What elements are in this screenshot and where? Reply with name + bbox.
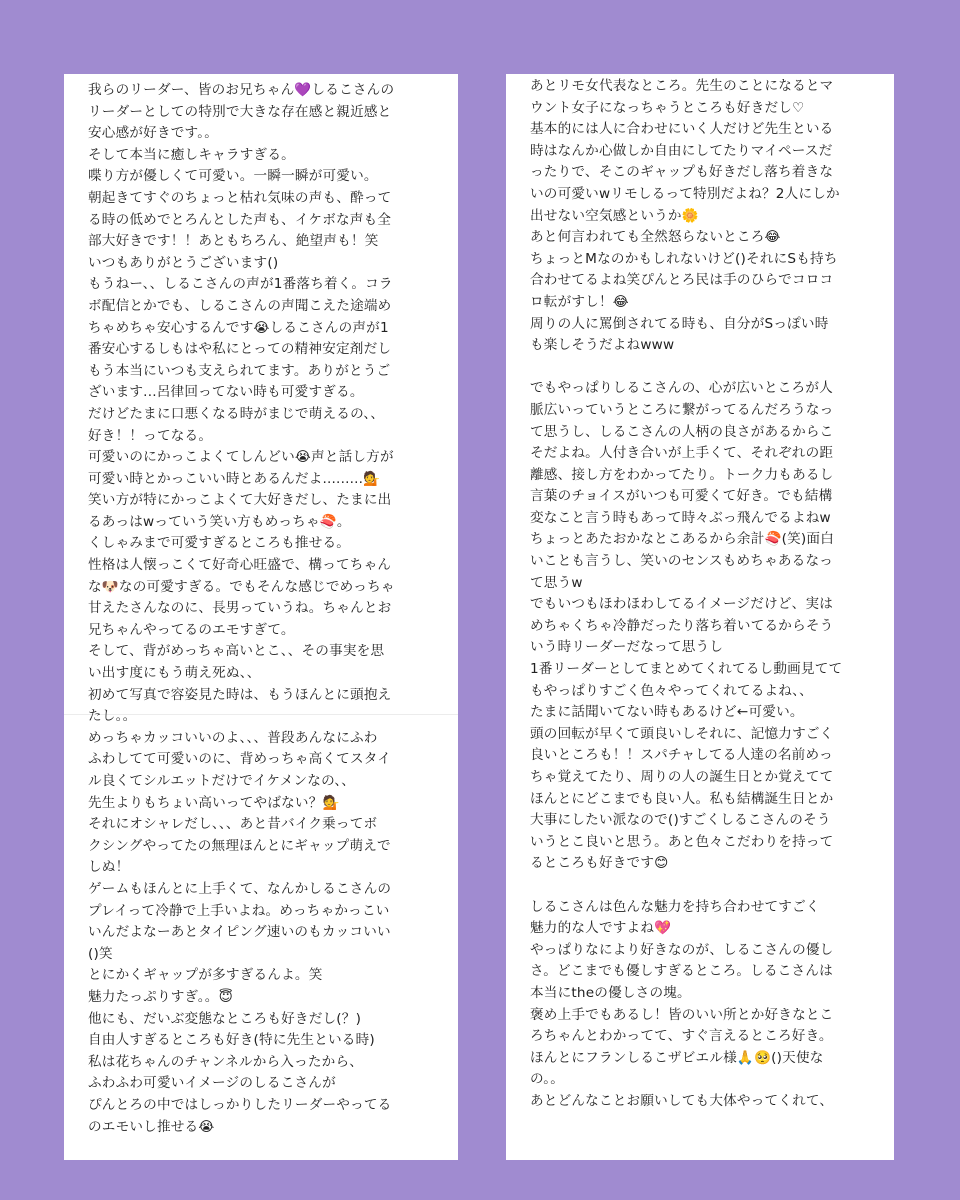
- text-line: くしゃみまで可愛すぎるところも推せる。: [88, 535, 351, 552]
- text-line: そだよね。人付き合いが上手くて、それぞれの距: [530, 445, 834, 462]
- text-line: い出す度にもう萌え死ぬ、、: [88, 665, 261, 682]
- text-line: 脈広いっていうところに繋がってるんだろうなっ: [530, 401, 834, 418]
- text-line: いの可愛いwリモしるって特別だよね？2人にしか: [530, 185, 840, 202]
- text-line: とにかくギャップが多すぎるんよ。笑: [88, 967, 323, 984]
- text-line: ぴんとろの中ではしっかりしたリーダーやってる: [88, 1096, 392, 1113]
- text-line: めっちゃカッコいいのよ、、、普段あんなにふわ: [88, 729, 378, 746]
- text-line: 好き！！ってなる。: [88, 427, 213, 444]
- text-line: 可愛い時とかっこいい時とあるんだよ.........💁: [88, 470, 381, 487]
- text-line: ふわふわ可愛いイメージのしるこさんが: [88, 1075, 336, 1092]
- text-line: もやっぱりすごく色々やってくれてるよね、、: [530, 682, 813, 699]
- text-line: るあっはwっていう笑い方もめっちゃ🍣。: [88, 513, 351, 530]
- text-line: そして、背がめっちゃ高いとこ、、その事実を思: [88, 643, 385, 660]
- text-line: めちゃくちゃ冷静だったり落ち着いてるからそう: [530, 617, 834, 634]
- text-line: ちゃ覚えてたり、周りの人の誕生日とか覚えてて: [530, 769, 834, 785]
- text-line: いんだよなーあとタイピング速いのもカッコいい: [88, 924, 391, 941]
- text-line: リーダーとしての特別で大きな存在感と親近感と: [88, 103, 392, 120]
- text-line: 周りの人に罵倒されてる時も、自分がSっぽい時: [530, 315, 829, 332]
- text-line: それにオシャレだし、、、あと昔バイク乗ってボ: [88, 816, 378, 833]
- text-line: 先生よりもちょい高いってやばない？💁: [88, 794, 340, 811]
- text-line: たし。。: [88, 708, 137, 725]
- text-line: いつもありがとうございます(): [88, 254, 279, 271]
- left-text-panel: [64, 74, 458, 1160]
- text-line: そして本当に癒しキャラすぎる。: [88, 146, 295, 163]
- text-line: もう本当にいつも支えられてます。ありがとうご: [88, 362, 391, 379]
- text-line: 安心感が好きです。。: [88, 125, 219, 142]
- text-line: たまに話聞いてない時もあるけど←可愛い。: [530, 704, 804, 721]
- text-line: 1番リーダーとしてまとめてくれてるし動画見てて: [530, 661, 843, 678]
- text-line: 私は花ちゃんのチャンネルから入ったから、: [88, 1053, 364, 1070]
- text-line: る時の低めでとろんとした声も、イケボな声も全: [88, 211, 392, 228]
- text-line: あと何言われても全然怒らないところ😂: [530, 229, 781, 246]
- text-line: ル良くてシルエットだけでイケメンなの、、: [88, 773, 356, 789]
- text-line: さ。どこまでも優しすぎるところ。しるこさんは: [530, 963, 833, 980]
- text-line: ろちゃんとわかってて、すぐ言えるところ好き。: [530, 1028, 833, 1045]
- text-line: 初めて写真で容姿見た時は、もうほんとに頭抱え: [88, 686, 392, 703]
- text-line: 良いところも！！スパチャしてる人達の名前めっ: [530, 747, 833, 764]
- text-line: 兄ちゃんやってるのエモすぎて。: [88, 621, 295, 638]
- text-line: ゲームもほんとに上手くて、なんかしるこさんの: [88, 880, 392, 897]
- text-line: ちょっとあたおかなとこあるから余計🍣(笑)面白: [530, 531, 835, 548]
- text-line: ()笑: [88, 945, 113, 962]
- text-line: も楽しそうだよねwww: [530, 337, 675, 354]
- text-line: ほんとにどこまでも良い人。私も結構誕生日とか: [530, 790, 834, 807]
- right-text-lines: [530, 76, 888, 1113]
- text-line: ちゃめちゃ安心するんです😭しるこさんの声が1: [88, 319, 389, 336]
- text-line: 魅力的な人ですよね💖: [530, 920, 672, 937]
- text-line: 番安心するしもはや私にとっての精神安定剤だし: [88, 341, 392, 358]
- text-line: やっぱりなにより好きなのが、しるこさんの優し: [530, 941, 834, 958]
- text-line: のエモいし推せる😭: [88, 1118, 215, 1135]
- text-line: 時はなんか心做しか自由にしてたりマイペースだ: [530, 142, 833, 159]
- text-line: でもやっぱりしるこさんの、心が広いところが人: [530, 380, 833, 397]
- text-line: いうとこ良いと思う。あと色々こだわりを持って: [530, 833, 834, 850]
- text-line: ロ転がすし！😂: [530, 293, 629, 310]
- text-line: 可愛いのにかっこよくてしんどい😭声と話し方が: [88, 449, 394, 466]
- text-line: な🐶なの可愛すぎる。でもそんな感じでめっちゃ: [88, 578, 395, 595]
- text-line: ったりで、そこのギャップも好きだし落ち着きな: [530, 164, 834, 181]
- text-line: 我らのリーダー、皆のお兄ちゃん💜しるこさんの: [88, 82, 395, 98]
- text-line: しるこさんは色んな魅力を持ち合わせてすごく: [530, 898, 820, 915]
- text-line: 合わせてるよね笑ぴんとろ民は手のひらでコロコ: [530, 272, 834, 289]
- text-line: だけどたまに口悪くなる時がまじで萌えるの、、: [88, 405, 385, 422]
- text-line: て思うし、しるこさんの人柄の良さがあるからこ: [530, 423, 834, 440]
- text-line: 朝起きてすぐのちょっと枯れ気味の声も、酔って: [88, 189, 392, 206]
- text-line: て思うw: [530, 574, 583, 591]
- text-line: ボ配信とかでも、しるこさんの声聞こえた途端め: [88, 297, 392, 314]
- text-line: 言葉のチョイスがいつも可愛くて好き。でも結構: [530, 488, 833, 505]
- text-line: るところも好きです😊: [530, 855, 669, 872]
- text-line: 基本的には人に合わせにいく人だけど先生といる: [530, 121, 834, 138]
- text-line: いう時リーダーだなって思うし: [530, 639, 724, 656]
- text-line: 大事にしたい派なので()すごくしるこさんのそう: [530, 812, 831, 829]
- text-line: 褒め上手でもあるし！皆のいい所とか好きなとこ: [530, 1006, 834, 1023]
- text-line: 性格は人懐っこくて好奇心旺盛で、構ってちゃん: [88, 557, 392, 574]
- text-line: 部大好きです！！あともちろん、絶望声も！笑: [88, 233, 379, 250]
- text-line: あとリモ女代表なところ。先生のことになるとマ: [530, 78, 834, 94]
- text-line: 魅力たっぷりすぎ。。😇: [88, 988, 233, 1005]
- text-line: いことも言うし、笑いのセンスもめちゃあるなっ: [530, 553, 834, 570]
- text-line: ざいます...呂律回ってない時も可愛すぎる。: [88, 384, 364, 401]
- text-line: ウント女子になっちゃうところも好きだし♡: [530, 99, 805, 116]
- text-line: ふわしてて可愛いのに、背めっちゃ高くてスタイ: [88, 751, 392, 768]
- text-line: 他にも、だいぶ変態なところも好きだし(？): [88, 1010, 362, 1027]
- text-line: 変なこと言う時もあって時々ぶっ飛んでるよねw: [530, 509, 831, 526]
- text-line: 出せない空気感というか🌼: [530, 207, 699, 224]
- text-line: あとどんなことお願いしても大体やってくれて、: [530, 1092, 834, 1109]
- text-line: 自由人すぎるところも好き(特に先生といる時): [88, 1032, 375, 1049]
- text-line: プレイって冷静で上手いよね。めっちゃかっこい: [88, 902, 390, 919]
- text-line: の。。: [530, 1071, 565, 1088]
- text-line: クシングやってたの無理ほんとにギャップ萌えで: [88, 837, 391, 854]
- text-line: 本当にtheの優しさの塊。: [530, 984, 691, 1001]
- text-line: 笑い方が特にかっこよくて大好きだし、たまに出: [88, 492, 392, 509]
- text-line: [530, 875, 888, 897]
- right-text-panel: [506, 74, 894, 1160]
- text-line: ほんとにフランしるこザビエル様🙏🥺()天使な: [530, 1049, 824, 1066]
- text-line: でもいつもほわほわしてるイメージだけど、実は: [530, 596, 834, 613]
- text-line: 頭の回転が早くて頭良いしそれに、記憶力すごく: [530, 725, 834, 742]
- text-line: ちょっとMなのかもしれないけど()それにSも持ち: [530, 250, 838, 267]
- text-line: 喋り方が優しくて可愛い。一瞬一瞬が可愛い。: [88, 168, 378, 185]
- text-line: 甘えたさんなのに、長男っていうね。ちゃんとお: [88, 600, 392, 617]
- left-text-lines: [88, 80, 452, 1138]
- text-line: 離感、接し方をわかってたり。トーク力もあるし: [530, 466, 834, 483]
- text-line: もうねー、、しるこさんの声が1番落ち着く。コラ: [88, 276, 393, 293]
- text-line: [530, 357, 888, 379]
- text-line: しぬ！: [88, 859, 130, 876]
